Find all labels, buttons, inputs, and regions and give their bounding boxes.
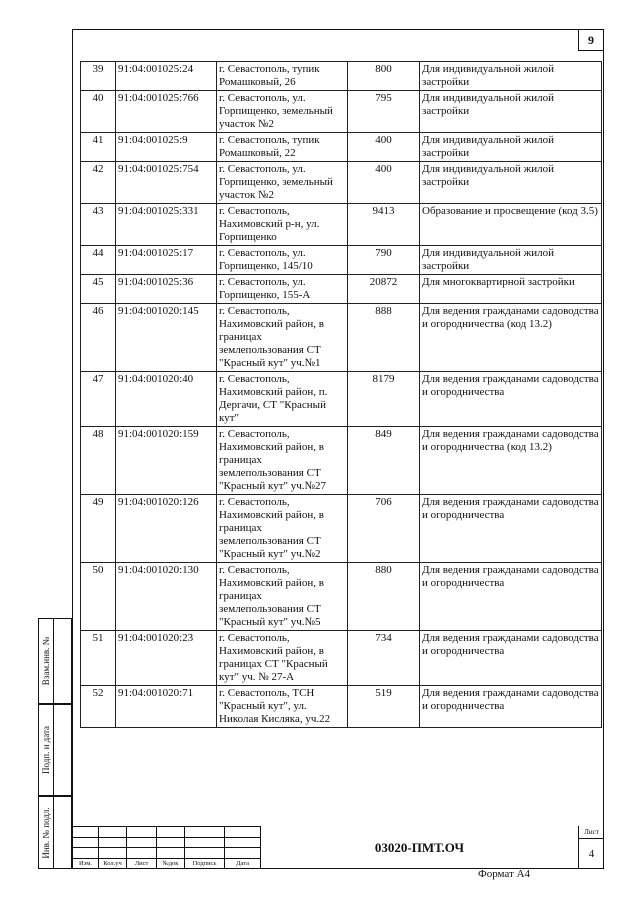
permitted-use: Для многоквартирной застройки [420,275,602,304]
cadastral-number: 91:04:001020:145 [116,304,217,372]
address: г. Севастополь, Нахимовский район, в границах СТ "Красный кут" уч. № 27-А [217,631,348,686]
address: г. Севастополь, Нахимовский район, в границах землепользования СТ "Красный кут" уч.№27 [217,427,348,495]
permitted-use: Для ведения гражданами садоводства и огородничества [420,631,602,686]
format-label: Формат А4 [478,868,531,880]
permitted-use: Для ведения гражданами садоводства и огородничества (код 13.2) [420,304,602,372]
permitted-use: Для ведения гражданами садоводства и огородничества [420,563,602,631]
row-number: 52 [81,686,116,728]
side-label-inv-podl: Инв. № подл. [41,806,51,859]
side-label-podp-data: Подп. и дата [41,725,51,775]
permitted-use: Для ведения гражданами садоводства и огородничества (код 13.2) [420,427,602,495]
cadastral-number: 91:04:001020:126 [116,495,217,563]
row-number: 50 [81,563,116,631]
area-value: 800 [348,62,420,91]
area-value: 8179 [348,372,420,427]
cadastral-number: 91:04:001020:40 [116,372,217,427]
row-number: 51 [81,631,116,686]
side-label-vzam-inv: Взам.инв. № [41,636,51,686]
row-number: 49 [81,495,116,563]
land-plots-table [80,61,602,728]
row-number: 41 [81,133,116,162]
cadastral-number: 91:04:001025:766 [116,91,217,133]
stamp-column-label: Кол.уч [99,858,127,869]
cadastral-number: 91:04:001025:36 [116,275,217,304]
address: г. Севастополь, Нахимовский район, в границах землепользования СТ "Красный кут" уч.№2 [217,495,348,563]
permitted-use: Для ведения гражданами садоводства и огородничества [420,686,602,728]
table-row [81,246,602,275]
cadastral-number: 91:04:001025:9 [116,133,217,162]
permitted-use: Для индивидуальной жилой застройки [420,133,602,162]
table-row [81,372,602,427]
row-number: 46 [81,304,116,372]
stamp-column-label: Дата [225,858,261,869]
area-value: 519 [348,686,420,728]
area-value: 706 [348,495,420,563]
address: г. Севастополь, ул. Горпищенко, земельный участок №2 [217,91,348,133]
address: г. Севастополь, Нахимовский район, в границах землепользования СТ "Красный кут" уч.№5 [217,563,348,631]
area-value: 888 [348,304,420,372]
cadastral-number: 91:04:001020:23 [116,631,217,686]
permitted-use: Для ведения гражданами садоводства и огородничества [420,372,602,427]
address: г. Севастополь, Нахимовский район, в границах землепользования СТ "Красный кут" уч.№1 [217,304,348,372]
stamp-column-label: №док [157,858,185,869]
area-value: 9413 [348,204,420,246]
area-value: 734 [348,631,420,686]
table-row [81,304,602,372]
cadastral-number: 91:04:001025:331 [116,204,217,246]
address: г. Севастополь, ул. Горпищенко, 145/10 [217,246,348,275]
table-row [81,133,602,162]
stamp-column-label: Подпись [185,858,225,869]
stamp-column-label: Изм. [73,858,99,869]
table-row [81,563,602,631]
address: г. Севастополь, Нахимовский район, п. Дергачи, СТ "Красный кут" [217,372,348,427]
permitted-use: Для ведения гражданами садоводства и огородничества [420,495,602,563]
table-row [81,686,602,728]
row-number: 43 [81,204,116,246]
side-field-vzam-inv [38,618,72,704]
area-value: 790 [348,246,420,275]
address: г. Севастополь, Нахимовский р-н, ул. Горпищенко [217,204,348,246]
cadastral-number: 91:04:001020:159 [116,427,217,495]
title-block-grid [72,826,261,869]
table-row [81,204,602,246]
sheet-value: 4 [588,848,595,860]
permitted-use: Для индивидуальной жилой застройки [420,246,602,275]
table-row [81,91,602,133]
area-value: 849 [348,427,420,495]
side-field-inv-podl [38,796,72,869]
permitted-use: Для индивидуальной жилой застройки [420,91,602,133]
cadastral-number: 91:04:001020:130 [116,563,217,631]
row-number: 47 [81,372,116,427]
cadastral-number: 91:04:001025:754 [116,162,217,204]
cadastral-number: 91:04:001025:17 [116,246,217,275]
area-value: 880 [348,563,420,631]
address: г. Севастополь, ул. Горпищенко, 155-А [217,275,348,304]
sheet-box [578,826,604,869]
page-number: 9 [578,29,604,51]
table-row [81,62,602,91]
row-number: 40 [81,91,116,133]
area-value: 400 [348,162,420,204]
side-field-podp-data [38,704,72,796]
table-row [81,162,602,204]
table-row [81,275,602,304]
row-number: 45 [81,275,116,304]
cadastral-number: 91:04:001025:24 [116,62,217,91]
row-number: 44 [81,246,116,275]
row-number: 48 [81,427,116,495]
area-value: 400 [348,133,420,162]
area-value: 795 [348,91,420,133]
table-row [81,427,602,495]
area-value: 20872 [348,275,420,304]
address: г. Севастополь, тупик Ромашковый, 26 [217,62,348,91]
address: г. Севастополь, ТСН "Красный кут", ул. Николая Кисляка, уч.22 [217,686,348,728]
permitted-use: Для индивидуальной жилой застройки [420,162,602,204]
permitted-use: Для индивидуальной жилой застройки [420,62,602,91]
sheet-label: Лист [579,826,604,839]
address: г. Севастополь, ул. Горпищенко, земельный участок №2 [217,162,348,204]
stamp-column-label: Лист [127,858,157,869]
permitted-use: Образование и просвещение (код 3.5) [420,204,602,246]
row-number: 39 [81,62,116,91]
address: г. Севастополь, тупик Ромашковый, 22 [217,133,348,162]
row-number: 42 [81,162,116,204]
cadastral-number: 91:04:001020:71 [116,686,217,728]
table-row [81,631,602,686]
document-number: 03020-ПМТ.ОЧ [260,826,578,869]
table-row [81,495,602,563]
